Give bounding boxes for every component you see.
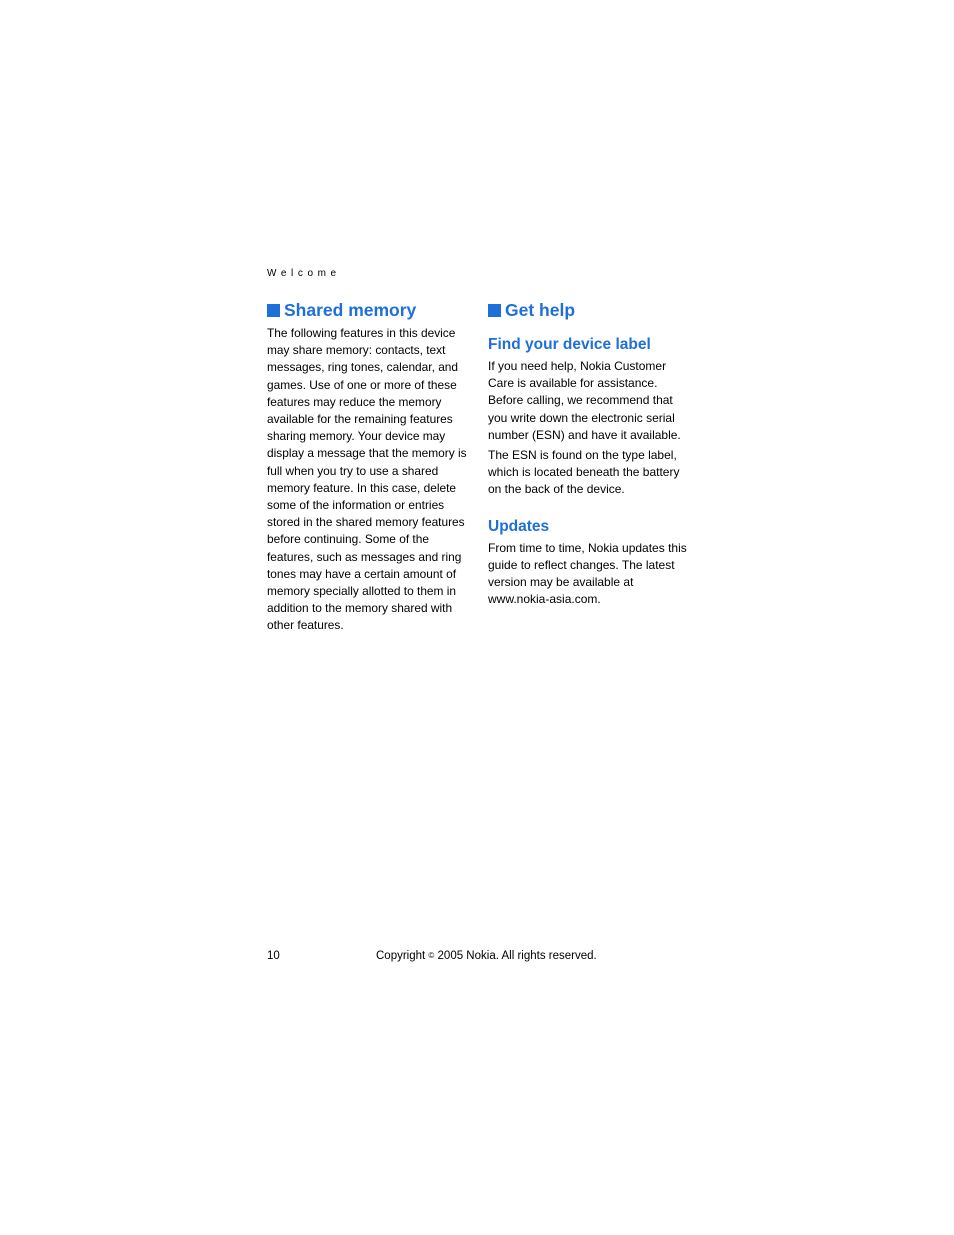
find-device-label-heading: Find your device label — [488, 336, 651, 353]
running-head: Welcome — [267, 268, 341, 279]
copyright-symbol: © — [428, 951, 435, 960]
get-help-heading — [488, 298, 693, 322]
filled-square-icon — [267, 304, 280, 317]
filled-square-icon — [488, 304, 501, 317]
right-column — [488, 298, 693, 608]
left-column — [267, 298, 467, 635]
copyright-prefix: Copyright — [376, 950, 426, 962]
page-number: 10 — [267, 950, 280, 962]
shared-memory-heading — [267, 298, 467, 322]
updates-heading: Updates — [488, 517, 550, 535]
get-help-heading-text: Get help — [505, 300, 576, 320]
shared-memory-heading-text: Shared memory — [284, 300, 417, 320]
updates-paragraph: From time to time, Nokia updates this guide to reflect changes. The latest version may be available at www.nokia-asia.com. — [488, 540, 687, 607]
find-device-label-paragraph-1: If you need help, Nokia Customer Care is available for assistance. Before calling, we recommend that you write down the electronic serial number (ESN) and have it available. — [488, 359, 681, 442]
copyright-suffix: 2005 Nokia. All rights reserved. — [437, 950, 597, 962]
shared-memory-text: The following features in this device may share memory: contacts, text messages, ring tones, calendar, and games. Use of one or more of these features may reduce the memory available for the remaining features sharing memory. Your device may display a message that the memory is full when you try to use a shared memory feature. In this case, delete some of the information or entries stored in the shared memory features before continuing. Some of the features, such as messages and ring tones may have a certain amount of memory specially allotted to them in addition to the memory shared with other features. — [267, 326, 467, 633]
copyright-notice — [376, 948, 597, 964]
find-device-label-paragraph-2: The ESN is found on the type label, which is located beneath the battery on the back of the device. — [488, 448, 680, 497]
